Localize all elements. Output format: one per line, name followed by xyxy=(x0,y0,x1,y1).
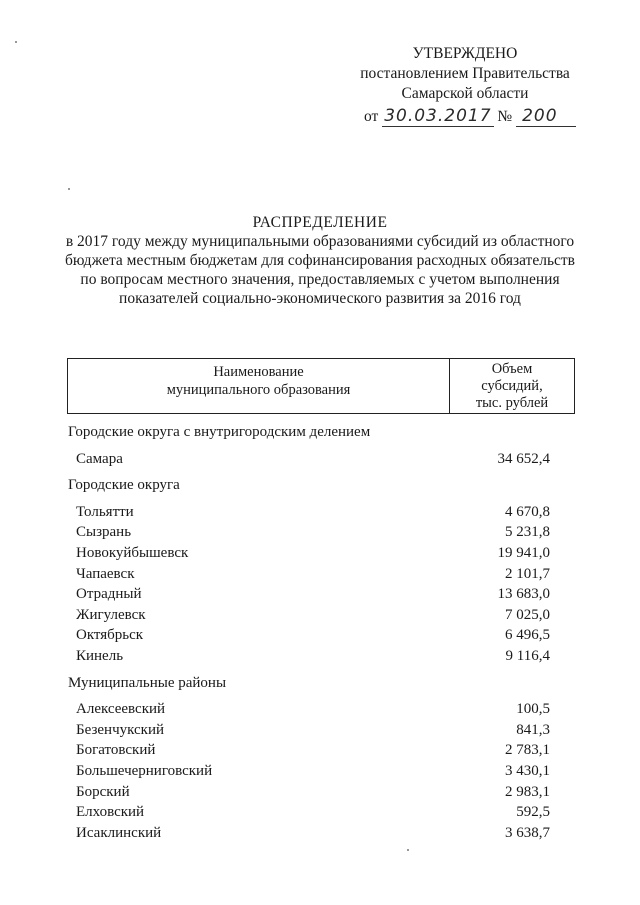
subsidy-amount: 34 652,4 xyxy=(497,450,550,467)
table-row xyxy=(76,823,550,844)
municipality-name: Елховский xyxy=(76,804,145,821)
municipality-name: Большечерниговский xyxy=(76,762,213,779)
table-row xyxy=(76,449,550,470)
approval-date-line xyxy=(350,106,580,127)
header-amount-line-3: тыс. рублей xyxy=(475,395,549,411)
approval-line-3: Самарской области xyxy=(401,85,529,102)
section-title: Муниципальные районы xyxy=(68,674,227,691)
approval-heading: УТВЕРЖДЕНО xyxy=(412,45,518,62)
subsidy-amount: 2 983,1 xyxy=(505,783,550,800)
table-row xyxy=(76,584,550,605)
municipality-name: Жигулевск xyxy=(76,606,146,623)
subsidy-amount: 7 025,0 xyxy=(505,606,550,623)
subsidy-amount: 3 638,7 xyxy=(505,824,550,841)
table-body xyxy=(68,422,550,843)
handwritten-date: 30.03.2017 xyxy=(384,106,492,126)
handwritten-number: 200 xyxy=(516,106,575,127)
table-row xyxy=(76,646,550,667)
municipality-name: Кинель xyxy=(76,647,124,664)
municipality-name: Чапаевск xyxy=(76,565,135,582)
header-amount-line-2: субсидий, xyxy=(481,378,543,394)
table-row xyxy=(76,502,550,523)
approval-stamp xyxy=(350,44,580,127)
subsidy-amount: 6 496,5 xyxy=(505,627,550,644)
subsidy-amount: 3 430,1 xyxy=(505,762,550,779)
subsidy-amount: 9 116,4 xyxy=(505,647,550,664)
date-prefix: от xyxy=(364,108,379,125)
scan-speck xyxy=(15,41,17,43)
scan-speck xyxy=(68,188,70,190)
municipality-name: Богатовский xyxy=(76,742,156,759)
table-row xyxy=(76,564,550,585)
municipality-name: Тольятти xyxy=(76,503,134,520)
header-name-line-2: муниципального образования xyxy=(166,382,351,398)
title-line-1: в 2017 году между муниципальными образованиями субсидий из областного xyxy=(65,233,575,250)
municipality-name: Отрадный xyxy=(76,586,142,603)
subsidy-amount: 2 783,1 xyxy=(505,742,550,759)
municipality-name: Алексеевский xyxy=(76,701,166,718)
table-row xyxy=(76,782,550,803)
subsidy-amount: 592,5 xyxy=(516,804,550,821)
subsidy-amount: 13 683,0 xyxy=(497,586,550,603)
header-name-column xyxy=(68,359,450,413)
document-title xyxy=(60,213,580,308)
header-amount-line-1: Объем xyxy=(491,361,533,377)
title-heading: РАСПРЕДЕЛЕНИЕ xyxy=(252,214,388,231)
municipality-name: Борский xyxy=(76,783,130,800)
title-line-2: бюджета местным бюджетам для софинансирования расходных обязательств xyxy=(65,252,575,269)
table-row xyxy=(76,625,550,646)
header-amount-column xyxy=(450,359,574,413)
table-row xyxy=(76,802,550,823)
municipality-name: Сызрань xyxy=(76,524,132,541)
subsidy-amount: 100,5 xyxy=(516,701,550,718)
subsidy-amount: 4 670,8 xyxy=(505,503,550,520)
table-row xyxy=(76,522,550,543)
header-name-line-1: Наименование xyxy=(213,364,304,380)
number-label: № xyxy=(497,108,513,125)
municipality-name: Октябрьск xyxy=(76,627,144,644)
table-row xyxy=(76,543,550,564)
municipality-name: Самара xyxy=(76,450,123,467)
table-row xyxy=(76,761,550,782)
table-row xyxy=(76,605,550,626)
section-title: Городские округа xyxy=(68,477,180,494)
approval-line-2: постановлением Правительства xyxy=(360,65,570,82)
municipality-name: Исаклинский xyxy=(76,824,162,841)
title-line-4: показателей социально-экономического развития за 2016 год xyxy=(119,290,521,307)
subsidy-amount: 5 231,8 xyxy=(505,524,550,541)
municipality-name: Новокуйбышевск xyxy=(76,544,189,561)
section-title: Городские округа с внутригородским делением xyxy=(68,424,371,440)
table-row xyxy=(76,740,550,761)
table-row xyxy=(76,720,550,741)
table-header xyxy=(67,358,575,414)
title-line-3: по вопросам местного значения, предоставляемых с учетом выполнения xyxy=(80,271,560,288)
subsidy-amount: 841,3 xyxy=(516,721,550,738)
subsidy-amount: 2 101,7 xyxy=(505,565,550,582)
scan-speck xyxy=(407,849,409,851)
subsidy-amount: 19 941,0 xyxy=(497,544,550,561)
municipality-name: Безенчукский xyxy=(76,721,165,738)
table-row xyxy=(76,699,550,720)
